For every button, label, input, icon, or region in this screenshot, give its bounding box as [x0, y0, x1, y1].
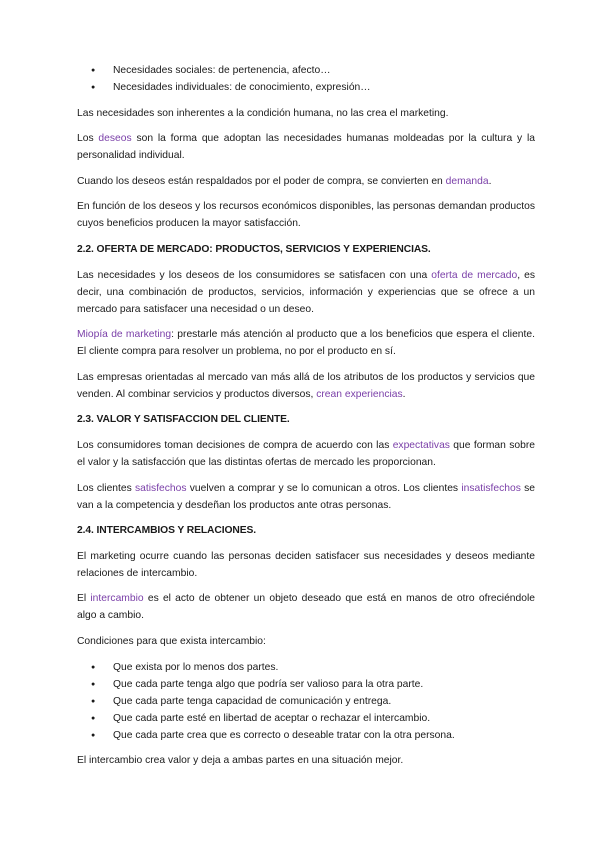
paragraph: Condiciones para que exista intercambio:: [77, 635, 266, 647]
text-run: son la forma que adoptan las necesidades humanas moldeadas por la cultura y la personalidad individual.: [77, 133, 535, 162]
paragraph: [77, 173, 535, 190]
text-run: El: [77, 593, 91, 605]
conditions-list: [77, 659, 535, 744]
paragraph: El intercambio crea valor y deja a ambas partes en una situación mejor.: [77, 755, 404, 767]
paragraph: [77, 130, 535, 164]
text-run: Los consumidores toman decisiones de compra de acuerdo con las: [77, 439, 393, 451]
text-run: se van a la competencia y desdeñan los productos ante otras personas.: [77, 482, 535, 511]
list-item: ● Necesidades individuales: de conocimiento, expresión…: [77, 79, 535, 96]
text-run: vuelven a comprar y se lo comunican a otros. Los clientes: [186, 482, 462, 494]
text-run: , es decir, una combinación de productos, servicios, información y experiencias que se ofrece a un mercado para satisfacer una necesidad o un deseo.: [77, 269, 535, 315]
text-run: .: [402, 388, 406, 400]
paragraph: [77, 267, 535, 318]
highlighted-term: oferta de mercado: [431, 269, 518, 281]
text-run: Los clientes: [77, 482, 136, 494]
list-item: ● Que cada parte crea que es correcto o deseable tratar con la otra persona.: [77, 727, 535, 744]
list-item: ● Que cada parte tenga capacidad de comunicación y entrega.: [77, 693, 535, 710]
paragraph: [77, 480, 535, 514]
paragraph: [77, 326, 535, 360]
paragraph: Las necesidades son inherentes a la condición humana, no las crea el marketing.: [77, 107, 449, 119]
document-page: [77, 62, 535, 778]
needs-list: [77, 62, 535, 96]
highlighted-term: expectativas: [392, 439, 450, 451]
paragraph: [77, 369, 535, 403]
list-item: ● Que cada parte tenga algo que podría ser valioso para la otra parte.: [77, 676, 535, 693]
highlighted-term: demanda: [445, 175, 489, 187]
text-run: Cuando los deseos están respaldados por el poder de compra, se convierten en: [77, 175, 446, 187]
text-run: que forman sobre el valor y la satisfacción que las distintas ofertas de mercado les proporcionan.: [77, 439, 535, 468]
text-run: : prestarle más atención al producto que a los beneficios que espera el cliente. El cliente compra para resolver un problema, no por el producto en sí.: [77, 329, 535, 358]
paragraph: En función de los deseos y los recursos económicos disponibles, las personas demandan productos cuyos beneficios producen la mayor satisfacción.: [77, 201, 535, 230]
section-heading: 2.4. INTERCAMBIOS Y RELACIONES.: [77, 525, 257, 537]
text-run: Las necesidades y los deseos de los consumidores se satisfacen con una: [77, 269, 432, 281]
highlighted-term: satisfechos: [135, 482, 187, 494]
list-item: ● Que cada parte esté en libertad de aceptar o rechazar el intercambio.: [77, 710, 535, 727]
section-heading: 2.3. VALOR Y SATISFACCION DEL CLIENTE.: [77, 414, 290, 426]
text-run: Los: [77, 133, 99, 145]
list-item: ● Necesidades sociales: de pertenencia, afecto…: [77, 62, 535, 79]
highlighted-term: insatisfechos: [461, 482, 521, 494]
highlighted-term: Miopía de marketing: [77, 329, 172, 341]
paragraph: [77, 590, 535, 624]
paragraph: El marketing ocurre cuando las personas deciden satisfacer sus necesidades y deseos mediante relaciones de intercambio.: [77, 550, 535, 579]
highlighted-term: intercambio: [90, 593, 144, 605]
text-run: .: [488, 175, 492, 187]
paragraph: [77, 437, 535, 471]
text-run: es el acto de obtener un objeto deseado que está en manos de otro ofreciéndole algo a cambio.: [77, 593, 535, 622]
section-heading: 2.2. OFERTA DE MERCADO: PRODUCTOS, SERVICIOS Y EXPERIENCIAS.: [77, 243, 431, 255]
highlighted-term: crean experiencias: [316, 388, 403, 400]
text-run: Las empresas orientadas al mercado van más allá de los atributos de los productos y servicios que venden. Al combinar servicios y productos diversos,: [77, 371, 535, 400]
highlighted-term: deseos: [98, 133, 132, 145]
list-item: ● Que exista por lo menos dos partes.: [77, 659, 535, 676]
